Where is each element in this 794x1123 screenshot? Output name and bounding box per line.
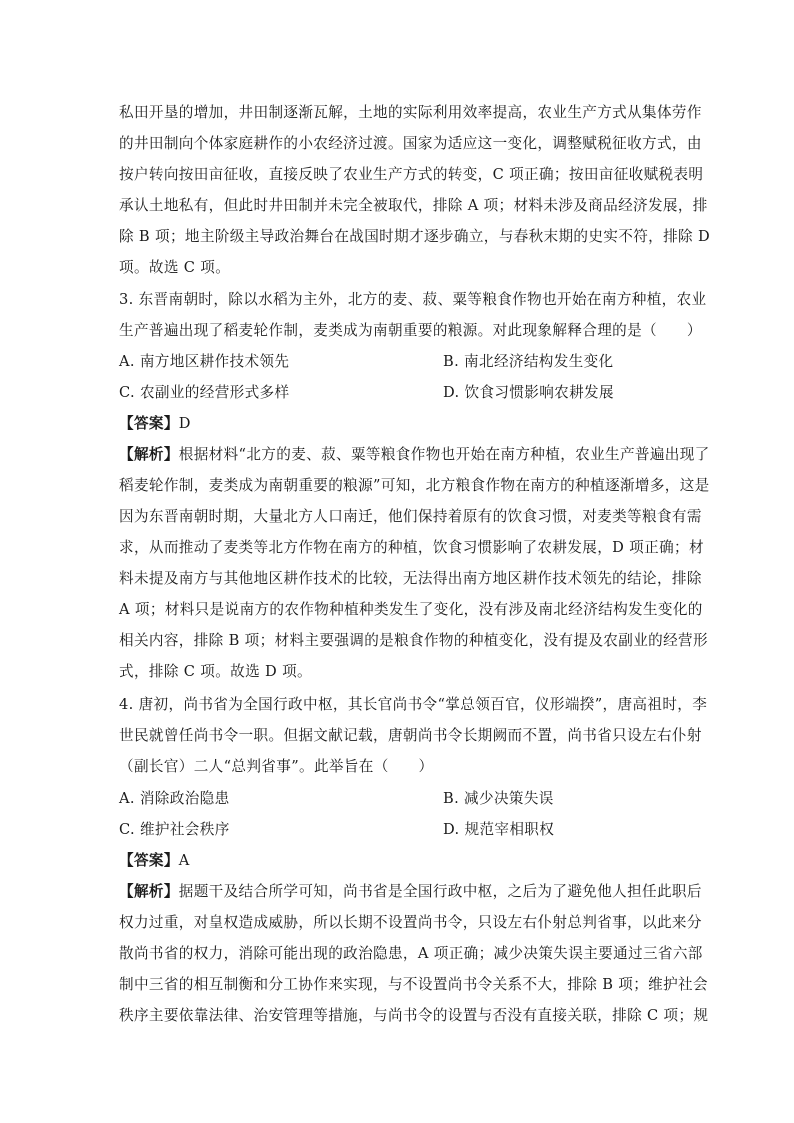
question-3-option-b: B. 南北经济结构发生变化 <box>443 353 614 370</box>
question-3-analysis-line <box>119 445 710 465</box>
paragraph-line: 私田开垦的增加，井田制逐渐瓦解，土地的实际利用效率提高，农业生产方式从集体劳作 <box>119 104 702 121</box>
paragraph-line: 承认土地私有，但此时井田制并未完全被取代，排除 A 项；材料未涉及商品经济发展，排 <box>119 197 708 214</box>
answer-value: D <box>178 415 191 432</box>
question-3-option-c: C. 农副业的经营形式多样 <box>119 384 290 401</box>
question-3-stem-line: 3. 东晋南朝时，除以水稻为主外，北方的麦、菽、粟等粮食作物也开始在南方种植，农业 <box>119 291 707 308</box>
analysis-text: 根据材料“北方的麦、菽、粟等粮食作物也开始在南方种植，农业生产普遍出现了 <box>178 446 710 463</box>
question-4-stem-line: （副长官）二人“总判省事”。此举旨在（ ） <box>119 758 434 775</box>
question-4-analysis-line: 权力过重，对皇权造成威胁，所以长期不设置尚书令，只设左右仆射总判省事，以此来分 <box>119 914 702 931</box>
paragraph-line: 的井田制向个体家庭耕作的小农经济过渡。国家为适应这一变化，调整赋税征收方式，由 <box>119 135 702 152</box>
question-4-stem-line: 4. 唐初，尚书省为全国行政中枢，其长官尚书令“掌总领百官，仪形端揆”，唐高祖时，李 <box>119 696 708 713</box>
question-4-stem-line: 世民就曾任尚书令一职。但据文献记载，唐朝尚书令长期阙而不置，尚书省只设左右仆射 <box>119 727 702 744</box>
question-4-analysis-line: 秩序主要依靠法律、治安管理等措施，与尚书令的设置与否没有直接关联，排除 C 项；规 <box>119 1007 709 1024</box>
question-3-option-a: A. 南方地区耕作技术领先 <box>119 353 290 370</box>
question-4-option-a: A. 消除政治隐患 <box>119 790 230 807</box>
question-4-analysis-line <box>119 882 702 902</box>
question-4-option-d: D. 规范宰相职权 <box>443 821 555 838</box>
question-3-analysis-line: 料未提及南方与其他地区耕作技术的比较，无法得出南方地区耕作技术领先的结论，排除 <box>119 570 702 587</box>
question-3-analysis-line: A 项；材料只是说南方的农作物种植种类发生了变化，没有涉及南北经济结构发生变化的 <box>119 601 703 618</box>
question-3-analysis-line: 式，排除 C 项。故选 D 项。 <box>119 663 312 680</box>
question-3-stem-line: 生产普遍出现了稻麦轮作制，麦类成为南朝重要的粮源。对此现象解释合理的是（ ） <box>119 322 702 339</box>
question-4-analysis-line: 散尚书省的权力，消除可能出现的政治隐患，A 项正确；减少决策失误主要通过三省六部 <box>119 945 703 962</box>
analysis-text: 据题干及结合所学可知，尚书省是全国行政中枢，之后为了避免他人担任此职后 <box>178 883 702 900</box>
question-3-analysis-line: 求，从而推动了麦类等北方作物在南方的种植，饮食习惯影响了农耕发展，D 项正确；材 <box>119 539 704 556</box>
question-4-option-c: C. 维护社会秩序 <box>119 821 230 838</box>
answer-tag: 【答案】 <box>119 852 179 869</box>
analysis-tag: 【解析】 <box>119 883 179 900</box>
question-4-analysis-line: 制中三省的相互制衡和分工协作来实现，与不设置尚书令关系不大，排除 B 项；维护社会 <box>119 976 708 993</box>
paragraph-line: 除 B 项；地主阶级主导政治舞台在战国时期才逐步确立，与春秋末期的史实不符，排除 D <box>119 228 711 245</box>
question-3-analysis-line: 相关内容，排除 B 项；材料主要强调的是粮食作物的种植变化，没有提及农副业的经营形 <box>119 632 708 649</box>
answer-tag: 【答案】 <box>119 415 179 432</box>
question-4-option-b: B. 减少决策失误 <box>443 790 554 807</box>
answer-value: A <box>178 852 190 869</box>
question-4-answer <box>119 851 679 871</box>
question-3-analysis-line: 稻麦轮作制，麦类成为南朝重要的粮源”可知，北方粮食作物在南方的种植逐渐增多，这是 <box>119 477 710 494</box>
paragraph-line: 项。故选 C 项。 <box>119 259 231 276</box>
paragraph-line: 按户转向按田亩征收，直接反映了农业生产方式的转变，C 项正确；按田亩征收赋税表明 <box>119 166 704 183</box>
question-3-analysis-line: 因为东晋南朝时期，大量北方人口南迁，他们保持着原有的饮食习惯，对麦类等粮食有需 <box>119 508 702 525</box>
question-3-answer <box>119 414 679 434</box>
analysis-tag: 【解析】 <box>119 446 179 463</box>
question-3-option-d: D. 饮食习惯影响农耕发展 <box>443 384 614 401</box>
